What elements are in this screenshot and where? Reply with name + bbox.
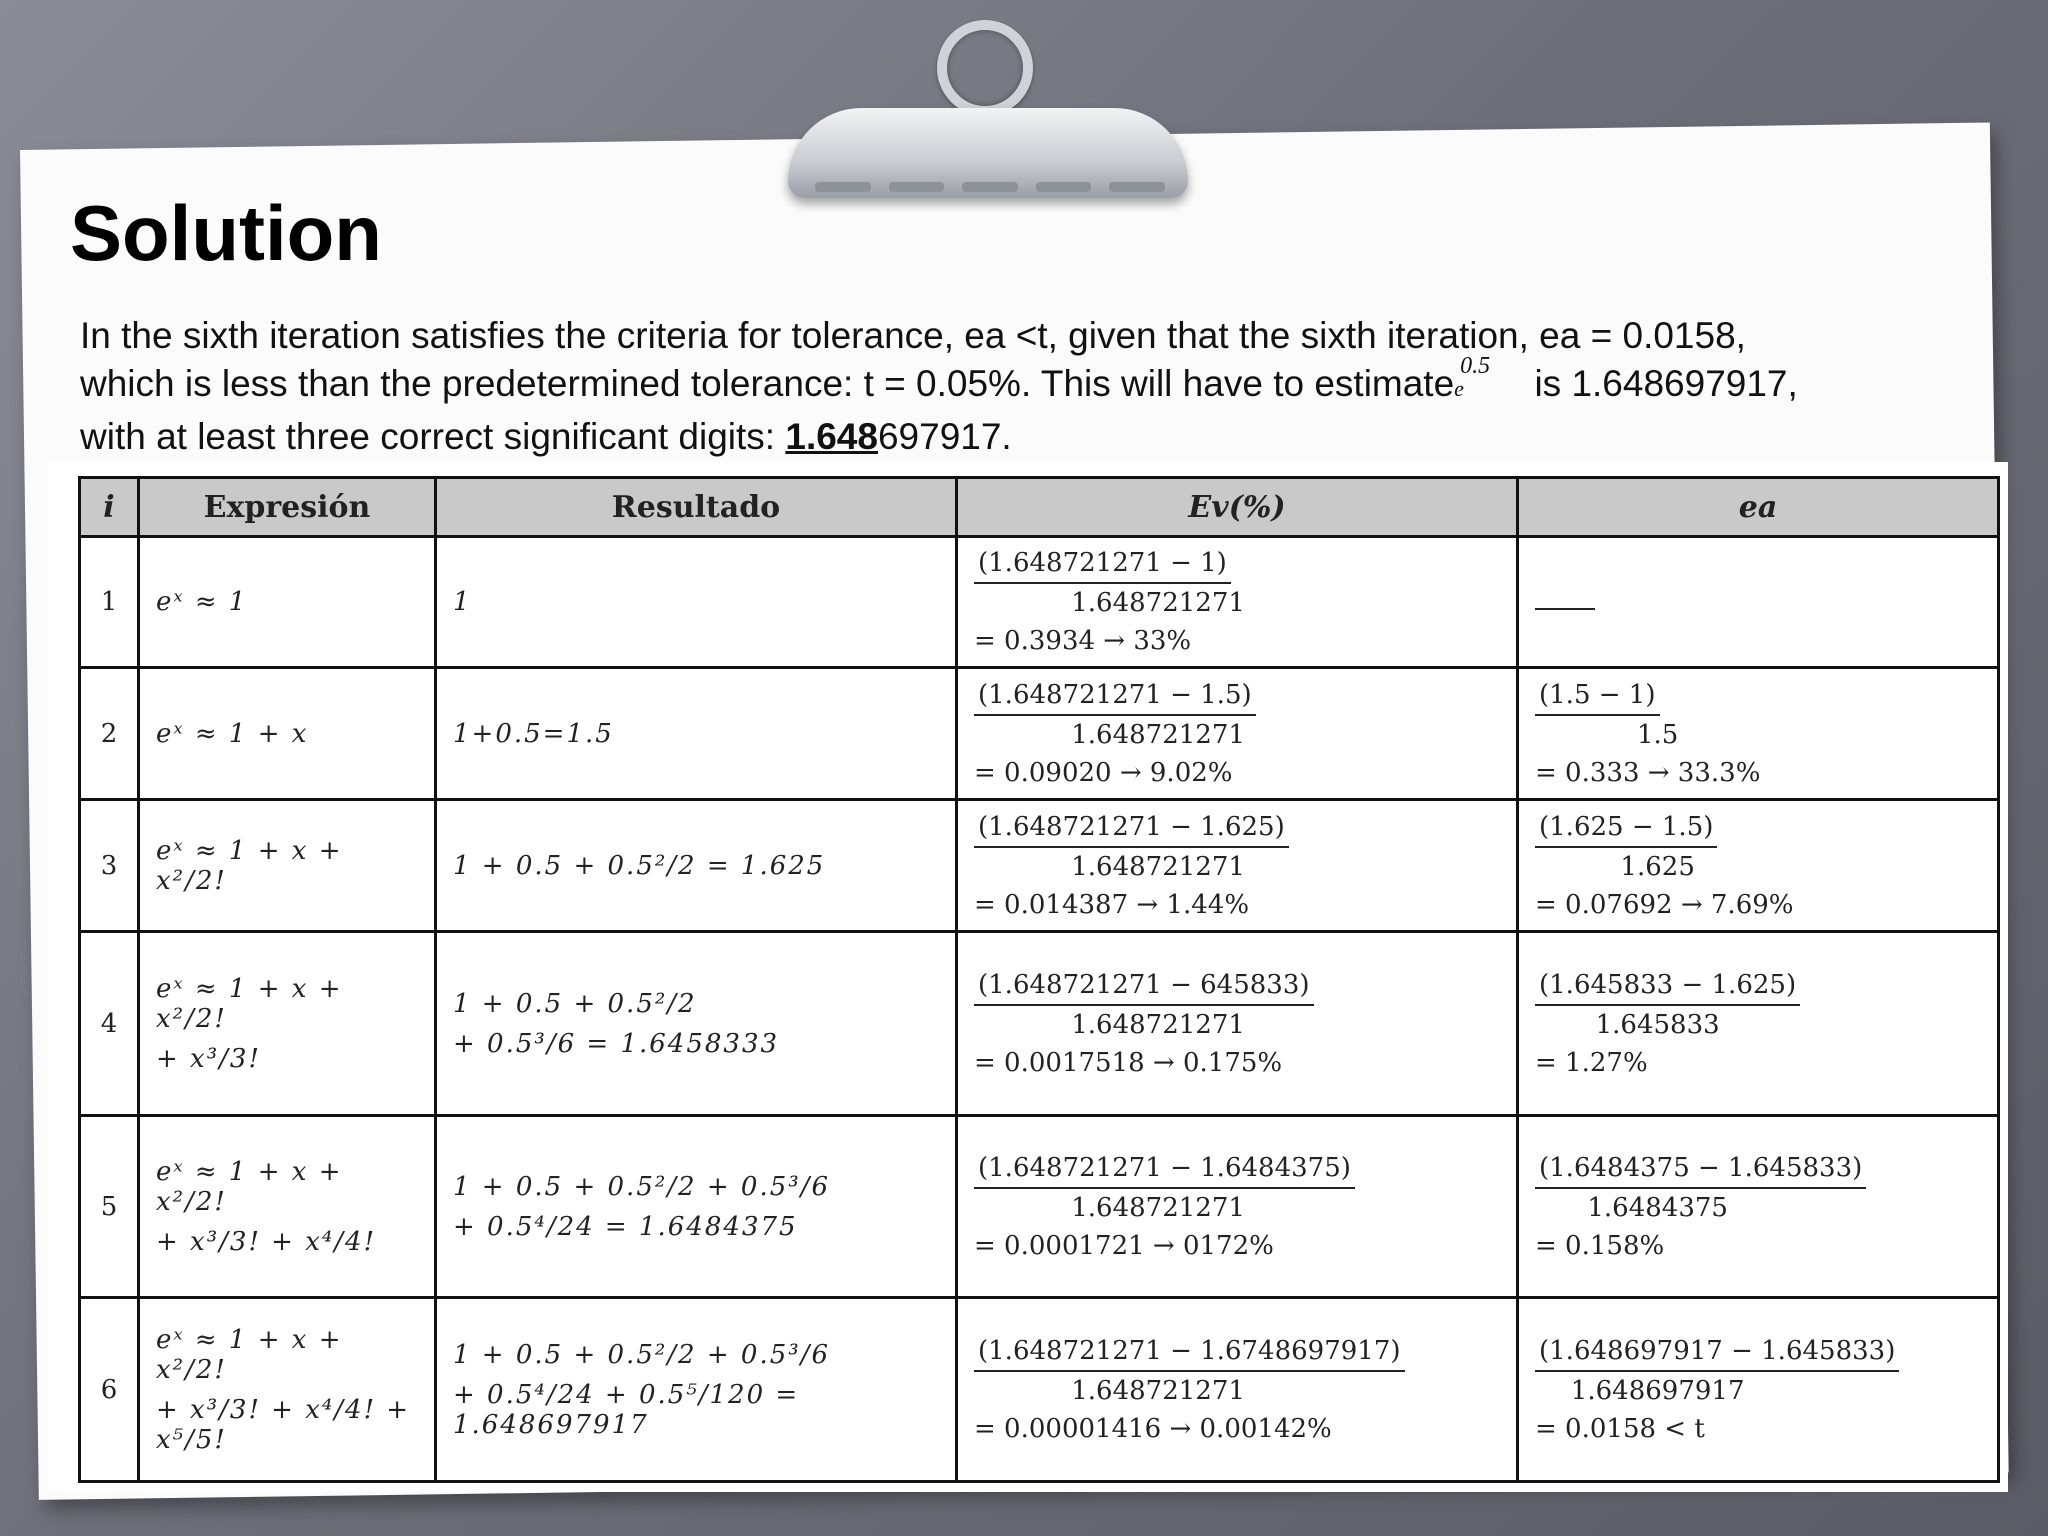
ev-numerator: (1.648721271 − 1.6484375) xyxy=(974,1149,1355,1189)
result-cell xyxy=(436,800,957,932)
ea-cell xyxy=(1518,932,1999,1116)
row-index: 5 xyxy=(80,1116,139,1298)
result-line: 1 + 0.5 + 0.5²/2 xyxy=(453,988,697,1019)
result-line: + 0.5⁴/24 + 0.5⁵/120 = 1.648697917 xyxy=(453,1379,800,1440)
para-line-3-text: with at least three correct significant digits: xyxy=(80,416,786,457)
ea-denominator: 1.645833 xyxy=(1595,1009,1720,1040)
para-line-2-tail: is 1.648697917, xyxy=(1524,363,1798,404)
result-line: 1 + 0.5 + 0.5²/2 + 0.5³/6 xyxy=(453,1339,830,1370)
expression-cell xyxy=(139,800,436,932)
ev-denominator: 1.648721271 xyxy=(1071,1375,1245,1406)
result-line: + 0.5³/6 = 1.6458333 xyxy=(453,1028,780,1059)
result-cell xyxy=(436,1116,957,1298)
expression-line: eˣ ≈ 1 xyxy=(156,587,248,617)
ev-result: = 0.0017518 → 0.175% xyxy=(974,1047,1283,1078)
ev-cell xyxy=(957,932,1518,1116)
ev-denominator: 1.648721271 xyxy=(1071,719,1245,750)
ev-result: = 0.014387 → 1.44% xyxy=(974,889,1250,920)
ea-cell xyxy=(1518,1298,1999,1482)
expression-cell xyxy=(139,537,436,668)
ev-cell xyxy=(957,1298,1518,1482)
ev-numerator: (1.648721271 − 1.6748697917) xyxy=(974,1332,1405,1372)
expression-line: eˣ ≈ 1 + x + x²/2! xyxy=(156,1324,343,1385)
exponent-expression xyxy=(1454,353,1524,413)
row-index: 2 xyxy=(80,668,139,800)
ev-cell xyxy=(957,537,1518,668)
header-i: i xyxy=(80,478,139,537)
ev-cell xyxy=(957,1116,1518,1298)
ea-cell xyxy=(1518,537,1999,668)
table-row xyxy=(80,800,1999,932)
exp-power: 0.5 xyxy=(1460,353,1491,379)
ea-denominator: 1.6484375 xyxy=(1587,1192,1728,1223)
row-index: 3 xyxy=(80,800,139,932)
ev-denominator: 1.648721271 xyxy=(1071,1009,1245,1040)
row-index: 4 xyxy=(80,932,139,1116)
expression-line: + x³/3! + x⁴/4! xyxy=(156,1226,377,1257)
expression-line: eˣ ≈ 1 + x + x²/2! xyxy=(156,973,343,1034)
header-ev: Ev(%) xyxy=(957,478,1518,537)
table-row xyxy=(80,1298,1999,1482)
header-expresion: Expresión xyxy=(139,478,436,537)
ea-result: = 1.27% xyxy=(1535,1047,1648,1078)
expression-line: + x³/3! xyxy=(156,1043,261,1074)
result-line: 1 + 0.5 + 0.5²/2 + 0.5³/6 xyxy=(453,1171,830,1202)
ev-denominator: 1.648721271 xyxy=(1071,851,1245,882)
ea-denominator: 1.648697917 xyxy=(1570,1375,1745,1406)
expression-cell xyxy=(139,668,436,800)
ea-numerator: (1.625 − 1.5) xyxy=(1535,808,1717,848)
expression-line: + x³/3! + x⁴/4! + x⁵/5! xyxy=(156,1394,411,1455)
ea-denominator: 1.625 xyxy=(1620,851,1695,882)
clip-slots xyxy=(815,182,1165,192)
para-line-3-tail: 697917. xyxy=(877,416,1012,457)
result-line: 1 + 0.5 + 0.5²/2 = 1.625 xyxy=(453,850,826,881)
expression-cell xyxy=(139,932,436,1116)
ea-numerator: (1.648697917 − 1.645833) xyxy=(1535,1332,1899,1372)
ev-numerator: (1.648721271 − 1.625) xyxy=(974,808,1289,848)
table-row xyxy=(80,1116,1999,1298)
exp-base: e xyxy=(1454,376,1464,401)
ev-result: = 0.09020 → 9.02% xyxy=(974,757,1233,788)
row-index: 6 xyxy=(80,1298,139,1482)
row-index: 1 xyxy=(80,537,139,668)
result-line: + 0.5⁴/24 = 1.6484375 xyxy=(453,1211,798,1242)
header-ea: ea xyxy=(1518,478,1999,537)
ev-numerator: (1.648721271 − 1.5) xyxy=(974,676,1256,716)
ea-result: = 0.0158 < t xyxy=(1535,1413,1705,1444)
ev-denominator: 1.648721271 xyxy=(1071,588,1245,618)
ev-denominator: 1.648721271 xyxy=(1071,1192,1245,1223)
ea-result: = 0.07692 → 7.69% xyxy=(1535,889,1794,920)
ev-result: = 0.0001721 → 0172% xyxy=(974,1230,1274,1261)
table-row xyxy=(80,668,1999,800)
expression-line: eˣ ≈ 1 + x + x²/2! xyxy=(156,835,343,896)
para-line-2-text: which is less than the predetermined tolerance: t = 0.05%. This will have to estimate xyxy=(80,363,1455,404)
result-line: 1 xyxy=(453,587,472,617)
result-cell xyxy=(436,932,957,1116)
expression-line: eˣ ≈ 1 + x + x²/2! xyxy=(156,1156,343,1217)
para-line-2 xyxy=(80,353,1980,413)
clip-ring-icon xyxy=(937,20,1033,116)
iteration-table xyxy=(78,476,2000,1483)
significant-digits: 1.648 xyxy=(785,416,878,457)
ea-cell xyxy=(1518,800,1999,932)
result-cell xyxy=(436,1298,957,1482)
ev-cell xyxy=(957,800,1518,932)
ev-result: = 0.3934 → 33% xyxy=(974,626,1192,656)
table-row xyxy=(80,932,1999,1116)
para-line-1: In the sixth iteration satisfies the criteria for tolerance, ea <t, given that the sixth iteration, ea = 0.0158, xyxy=(80,315,1746,356)
expression-cell xyxy=(139,1116,436,1298)
para-line-3 xyxy=(80,413,1980,461)
page-title: Solution xyxy=(70,189,382,277)
ea-numerator: (1.5 − 1) xyxy=(1535,676,1660,716)
ea-denominator: 1.5 xyxy=(1636,719,1679,750)
ea-numerator: (1.645833 − 1.625) xyxy=(1535,966,1800,1006)
table-panel xyxy=(48,462,2008,1492)
ea-cell xyxy=(1518,668,1999,800)
ea-cell xyxy=(1518,1116,1999,1298)
expression-line: eˣ ≈ 1 + x xyxy=(156,718,309,749)
expression-cell xyxy=(139,1298,436,1482)
ev-cell xyxy=(957,668,1518,800)
result-line: 1+0.5=1.5 xyxy=(453,718,614,749)
ea-dash xyxy=(1535,608,1595,610)
table-row xyxy=(80,537,1999,668)
ev-numerator: (1.648721271 − 1) xyxy=(974,544,1231,584)
ev-numerator: (1.648721271 − 645833) xyxy=(974,966,1314,1006)
ea-result: = 0.333 → 33.3% xyxy=(1535,757,1761,788)
ea-numerator: (1.6484375 − 1.645833) xyxy=(1535,1149,1866,1189)
result-cell xyxy=(436,537,957,668)
solution-paragraph xyxy=(80,312,1980,461)
result-cell xyxy=(436,668,957,800)
table-header-row xyxy=(80,478,1999,537)
header-resultado: Resultado xyxy=(436,478,957,537)
ea-result: = 0.158% xyxy=(1535,1230,1665,1261)
ev-result: = 0.00001416 → 0.00142% xyxy=(974,1413,1332,1444)
